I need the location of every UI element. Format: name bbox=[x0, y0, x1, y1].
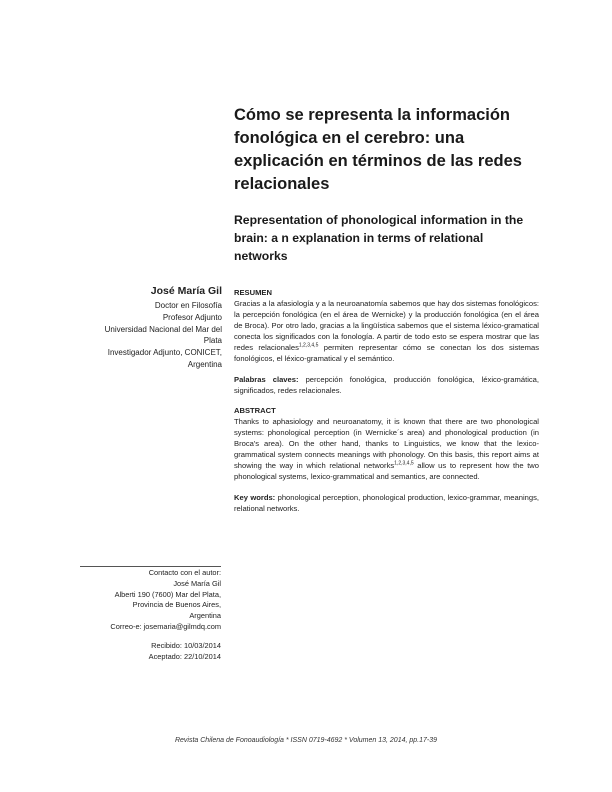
key-words-label: Key words: bbox=[234, 493, 276, 502]
author-affiliation-line: Investigador Adjunto, CONICET, bbox=[107, 348, 222, 358]
contact-line: Provincia de Buenos Aires, bbox=[132, 600, 221, 610]
key-words bbox=[234, 492, 539, 514]
reference-superscript: 1,2,3,4,5 bbox=[298, 342, 319, 349]
title-en-line: networks bbox=[234, 249, 288, 263]
author-affiliation-line: Universidad Nacional del Mar del bbox=[104, 324, 222, 334]
accepted-date: Aceptado: 22/10/2014 bbox=[148, 651, 221, 661]
palabras-clave-label: Palabras claves: bbox=[234, 375, 299, 384]
author-affiliation-line: Doctor en Filosofía bbox=[154, 301, 222, 310]
author-affiliation-line: Plata bbox=[203, 336, 222, 346]
received-date: Recibido: 10/03/2014 bbox=[151, 640, 221, 650]
contact-block bbox=[60, 568, 221, 662]
article-title-spanish bbox=[234, 104, 539, 196]
title-es-line: fonológica en el cerebro: una bbox=[234, 129, 465, 147]
palabras-clave-text: percepción fonológica, producción fonológica, léxico-gramática, significados, redes relacionales. bbox=[234, 375, 540, 395]
title-es-line: Cómo se representa la información bbox=[234, 106, 510, 124]
title-es-line: explicación en términos de las redes bbox=[234, 152, 522, 170]
resumen-text-part: Gracias a la afasiología y a la neuroanatomía sabemos que hay dos sistemas fonológicos: la percepción fonológica (en el área de Wernicke) y la producción fonológica (en el área de Broca). Por otro lado, gracias a la lingüística sabemos que el sistema léxico-gramatical conecta los significados con la fonología. A partir de todo esto se espera mostrar que las redes relacionales bbox=[234, 299, 539, 352]
resumen-text bbox=[234, 298, 539, 364]
title-en-line: Representation of phonological information in the bbox=[234, 213, 524, 227]
abstract-heading: ABSTRACT bbox=[234, 406, 276, 415]
resumen-text-part: permiten representar cómo se conectan los dos sistemas fonológicos, el léxico-gramatical y el semántico. bbox=[234, 343, 539, 363]
article-title-english bbox=[234, 211, 539, 265]
reference-superscript: 1,2,3,4,5 bbox=[394, 460, 414, 467]
key-words-text: phonological perception, phonological production, lexico-grammar, meanings, relational networks. bbox=[234, 493, 540, 513]
contact-line: José María Gil bbox=[173, 578, 221, 588]
palabras-clave bbox=[234, 374, 539, 396]
abstract-column bbox=[234, 288, 539, 514]
contact-line: Contacto con el autor: bbox=[148, 568, 221, 577]
journal-footer: Revista Chilena de Fonoaudiología * ISSN 0719-4692 * Volumen 13, 2014, pp.17-39 bbox=[174, 737, 438, 744]
contact-line: Alberti 190 (7600) Mar del Plata, bbox=[114, 589, 221, 599]
author-affiliation-line: Profesor Adjunto bbox=[162, 312, 222, 322]
author-affiliation-line: Argentina bbox=[187, 359, 222, 369]
resumen-heading: RESUMEN bbox=[234, 288, 272, 297]
contact-line: Argentina bbox=[189, 611, 221, 621]
author-block bbox=[60, 284, 222, 371]
contact-email: Correo-e: josemaria@gilmdq.com bbox=[110, 621, 221, 631]
abstract-text bbox=[234, 416, 539, 482]
title-en-line: brain: a n explanation in terms of relational bbox=[234, 231, 484, 245]
author-name: José María Gil bbox=[150, 285, 222, 297]
contact-divider bbox=[80, 566, 221, 567]
abstract-text-part: allow us to represent how the two phonological systems, lexico-grammatical and semantics, are connected. bbox=[234, 461, 540, 481]
abstract-text-part: Thanks to aphasiology and neuroanatomy, it is known that there are two phonological systems: phonological perception (in Wernicke´s area) and phonological production (in Broca's area). On the other hand, thanks to Linguistics, we know that the lexico-grammatical system connects meanings with phonology. On this basis, this report aims at showing the way in which relational networks bbox=[234, 417, 539, 470]
title-es-line: relacionales bbox=[234, 175, 330, 193]
